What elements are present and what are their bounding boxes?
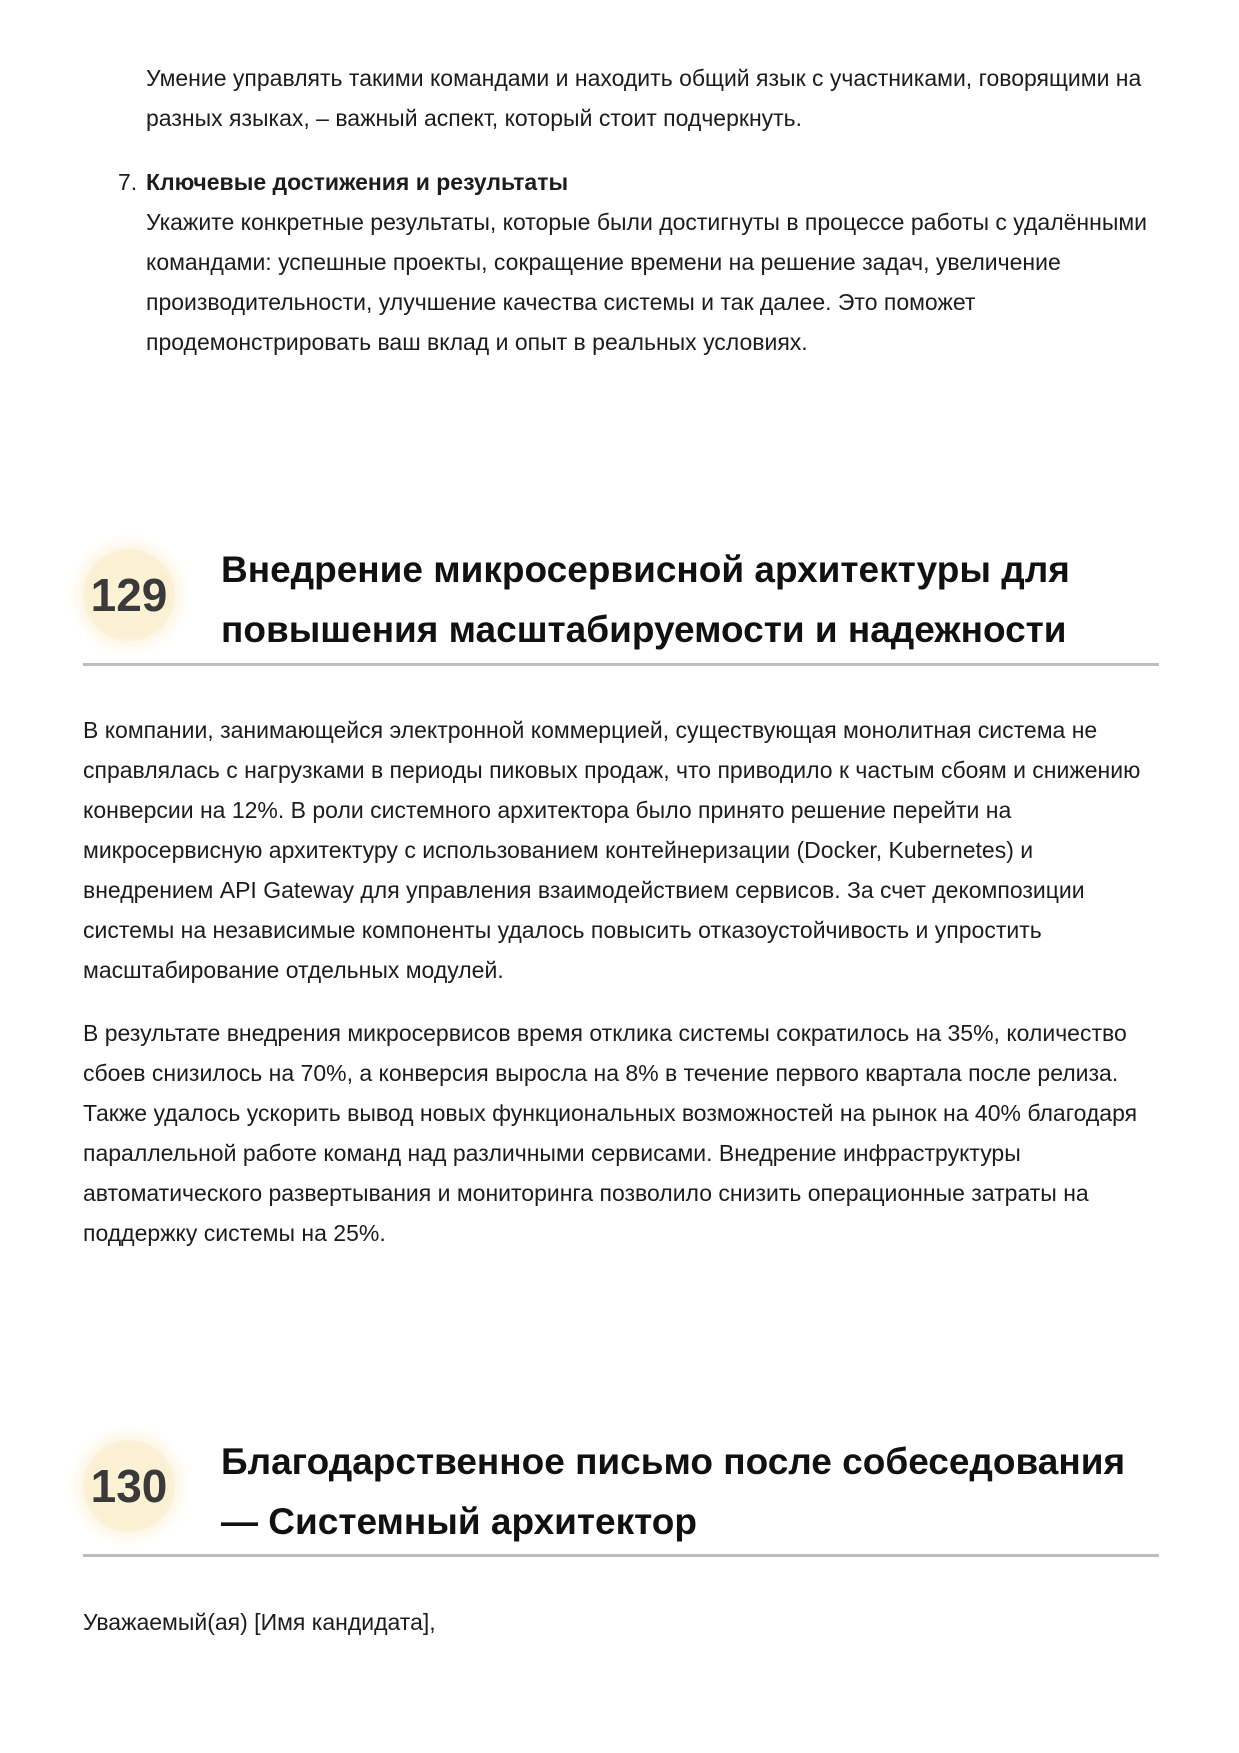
letter-greeting: Уважаемый(ая) [Имя кандидата], <box>83 1609 436 1635</box>
section-heading-line: Внедрение микросервисной архитектуры для <box>221 549 1070 590</box>
section-number-badge: 129 <box>83 549 175 641</box>
list-item-title: Ключевые достижения и результаты <box>146 169 569 195</box>
list-item-text: Укажите конкретные результаты, которые были достигнуты в процессе работы с удалёнными командами: успешные проекты, сокращение времени на решение задач, увеличение производительности, улучшение качества системы и так далее. Это поможет продемонстрировать ваш вклад и опыт в реальных условиях. <box>146 209 1148 355</box>
section-number-badge: 130 <box>83 1440 175 1532</box>
list-item-number: 7. <box>118 169 138 195</box>
continuation-paragraph: Умение управлять такими командами и находить общий язык с участниками, говорящими на разных языках, – важный аспект, который стоит подчеркнуть. <box>146 65 1142 131</box>
section-paragraph: В результате внедрения микросервисов время отклика системы сократилось на 35%, количество сбоев снизилось на 70%, а конверсия выросла на 8% в течение первого квартала после релиза. Также удалось ускорить вывод новых функциональных возможностей на рынок на 40% благодаря параллельной работе команд над различными сервисами. Внедрение инфраструктуры автоматического развертывания и мониторинга позволило снизить операционные затраты на поддержку системы на 25%. <box>83 1020 1138 1246</box>
section-paragraph: В компании, занимающейся электронной коммерцией, существующая монолитная система не справлялась с нагрузками в периоды пиковых продаж, что приводило к частым сбоям и снижению конверсии на 12%. В роли системного архитектора было принято решение перейти на микросервисную архитектуру с использованием контейнеризации (Docker, Kubernetes) и внедрением API Gateway для управления взаимодействием сервисов. За счет декомпозиции системы на независимые компоненты удалось повысить отказоустойчивость и упростить масштабирование отдельных модулей. <box>83 717 1141 983</box>
section-heading <box>221 540 1161 660</box>
section-divider <box>83 663 1159 666</box>
section-divider <box>83 1554 1159 1557</box>
section-heading-line: повышения масштабируемости и надежности <box>221 609 1067 650</box>
section-heading-line: Благодарственное письмо после собеседования <box>221 1441 1126 1482</box>
section-heading <box>221 1432 1161 1552</box>
section-heading-line: — Системный архитектор <box>221 1501 697 1542</box>
list-item-body <box>146 162 1156 362</box>
